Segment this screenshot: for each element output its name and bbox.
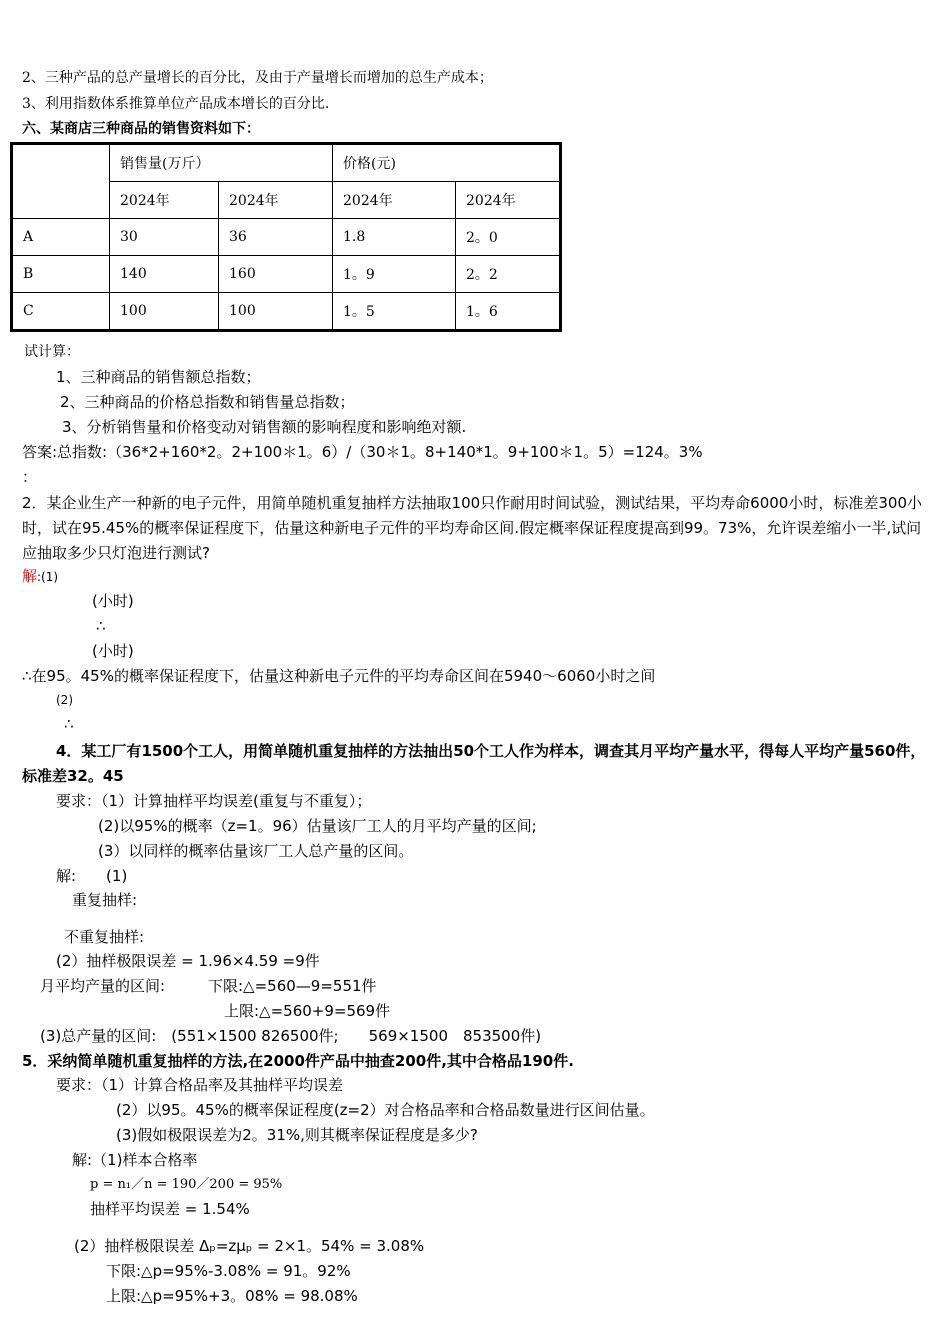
table-cell: 100 [219, 293, 333, 331]
year-cell: 2024年 [333, 182, 456, 219]
pass-rate-upper-bound: 上限:△p=95%+3。08% = 98.08% [106, 1287, 358, 1305]
problem-4-requirement-2: (2)以95%的概率（z=1。96）估量该厂工人的月平均产量的区间; [98, 817, 537, 835]
repeat-sampling-label: 重复抽样: [72, 891, 138, 909]
table-cell: 1.8 [333, 219, 456, 256]
problem-4-requirement-1: 要求：（1）计算抽样平均误差(重复与不重复）； [56, 792, 372, 810]
row-label: B [12, 256, 110, 293]
row-label: C [12, 293, 110, 331]
table-cell: 1。6 [456, 293, 561, 331]
try-calc-label: 试计算： [24, 344, 80, 360]
header-sales-volume: 销售量(万斤） [110, 144, 333, 182]
part-1-label: :(1) [37, 570, 59, 584]
table-cell: 140 [110, 256, 219, 293]
problem-5-requirement-3: (3)假如极限误差为2。31%,则其概率保证程度是多少? [116, 1126, 478, 1144]
non-repeat-sampling-label: 不重复抽样: [64, 928, 145, 946]
table-header-row [12, 144, 561, 182]
intro-line-2: 2、三种产品的总产量增长的百分比，及由于产量增长而增加的总生产成本； [22, 70, 493, 86]
answer-total-index: 答案:总指数:（36*2+160*2。2+100＊1。6）/（30＊1。8+140*1。9+100＊1。5）=124。3% [22, 443, 703, 461]
sampling-limit-error: (2）抽样极限误差 = 1.96×4.59 =9件 [56, 952, 320, 970]
table-cell: 30 [110, 219, 219, 256]
table-cell: 1。5 [333, 293, 456, 331]
sampling-limit-error-p: (2）抽样极限误差 Δₚ=zμₚ = 2×1。54% = 3.08% [74, 1237, 425, 1255]
table-cell: 160 [219, 256, 333, 293]
question-3: 3、分析销售量和价格变动对销售额的影响程度和影响绝对额. [62, 418, 467, 436]
therefore-symbol-2: ∴ [64, 715, 74, 733]
year-cell: 2024年 [110, 182, 219, 219]
problem-4-requirement-3: (3）以同样的概率估量该厂工人总产量的区间。 [98, 842, 414, 860]
pass-rate-lower-bound: 下限:△p=95%-3.08% = 91。92% [106, 1262, 351, 1280]
sales-table [10, 142, 562, 332]
monthly-output-interval-label: 月平均产量的区间: [40, 977, 166, 995]
therefore-symbol-1: ∴ [96, 617, 106, 635]
total-output-interval: (3)总产量的区间: (551×1500 826500件; 569×1500 853500件) [40, 1027, 542, 1045]
solution-2-label [22, 566, 58, 587]
answer-colon: ： [22, 468, 38, 486]
part-2-label: (2) [56, 693, 73, 707]
table-cell: 100 [110, 293, 219, 331]
intro-line-3: 3、利用指数体系推算单位产品成本增长的百分比. [22, 96, 330, 112]
year-cell: 2024年 [219, 182, 333, 219]
table-row [12, 293, 561, 331]
interval-lower-bound: 下限:△=560—9=551件 [208, 977, 377, 995]
section-6-heading: 六、某商店三种商品的销售资料如下： [22, 121, 260, 137]
row-label: A [12, 219, 110, 256]
table-row [12, 256, 561, 293]
question-2: 2、三种商品的价格总指数和销售量总指数； [60, 393, 355, 411]
hour-unit-2: (小时) [92, 642, 134, 660]
question-1: 1、三种商品的销售额总指数； [56, 368, 261, 386]
table-cell: 36 [219, 219, 333, 256]
table-corner-cell [12, 144, 110, 219]
table-cell: 2。2 [456, 256, 561, 293]
table-cell: 1。9 [333, 256, 456, 293]
problem-2-text: 2．某企业生产一种新的电子元件，用简单随机重复抽样方法抽取100只作耐用时间试验，测试结果，平均寿命6000小时，标准差300小时，试在95.45%的概率保证程度下，估量这种新电子元件的平均寿命区间.假定概率保证程度提高到99。73%，允许误差缩小一半,试问应抽取多少只灯泡进行测试? [22, 494, 922, 562]
table-cell: 2。0 [456, 219, 561, 256]
problem-5-solution: 解:（1)样本合格率 [72, 1151, 198, 1169]
table-row [12, 219, 561, 256]
hour-unit-1: (小时) [92, 592, 134, 610]
problem-4-solution: 解: (1) [56, 867, 128, 885]
year-cell: 2024年 [456, 182, 561, 219]
interval-upper-bound: 上限:△=560+9=569件 [224, 1002, 391, 1020]
solution-label: 解 [22, 567, 38, 585]
problem-4-text: 4．某工厂有1500个工人，用简单随机重复抽样的方法抽出50个工人作为样本，调查其月平均产量水平，得每人平均产量560件，标准差32。45 [22, 742, 926, 785]
problem-5-requirement-2: (2）以95。45%的概率保证程度(z=2）对合格品率和合格品数量进行区间估量。 [116, 1101, 655, 1119]
pass-rate-formula: p = n₁／n = 190／200 = 95% [90, 1177, 283, 1192]
problem-2-conclusion: ∴在95。45%的概率保证程度下，估量这种新电子元件的平均寿命区间在5940～6060小时之间 [22, 667, 656, 685]
problem-5-requirement-1: 要求：（1）计算合格品率及其抽样平均误差 [56, 1076, 344, 1094]
header-price: 价格(元) [333, 144, 561, 182]
average-sampling-error: 抽样平均误差 = 1.54% [90, 1200, 250, 1218]
problem-5-text: 5．采纳简单随机重复抽样的方法,在2000件产品中抽查200件,其中合格品190件. [22, 1052, 574, 1070]
